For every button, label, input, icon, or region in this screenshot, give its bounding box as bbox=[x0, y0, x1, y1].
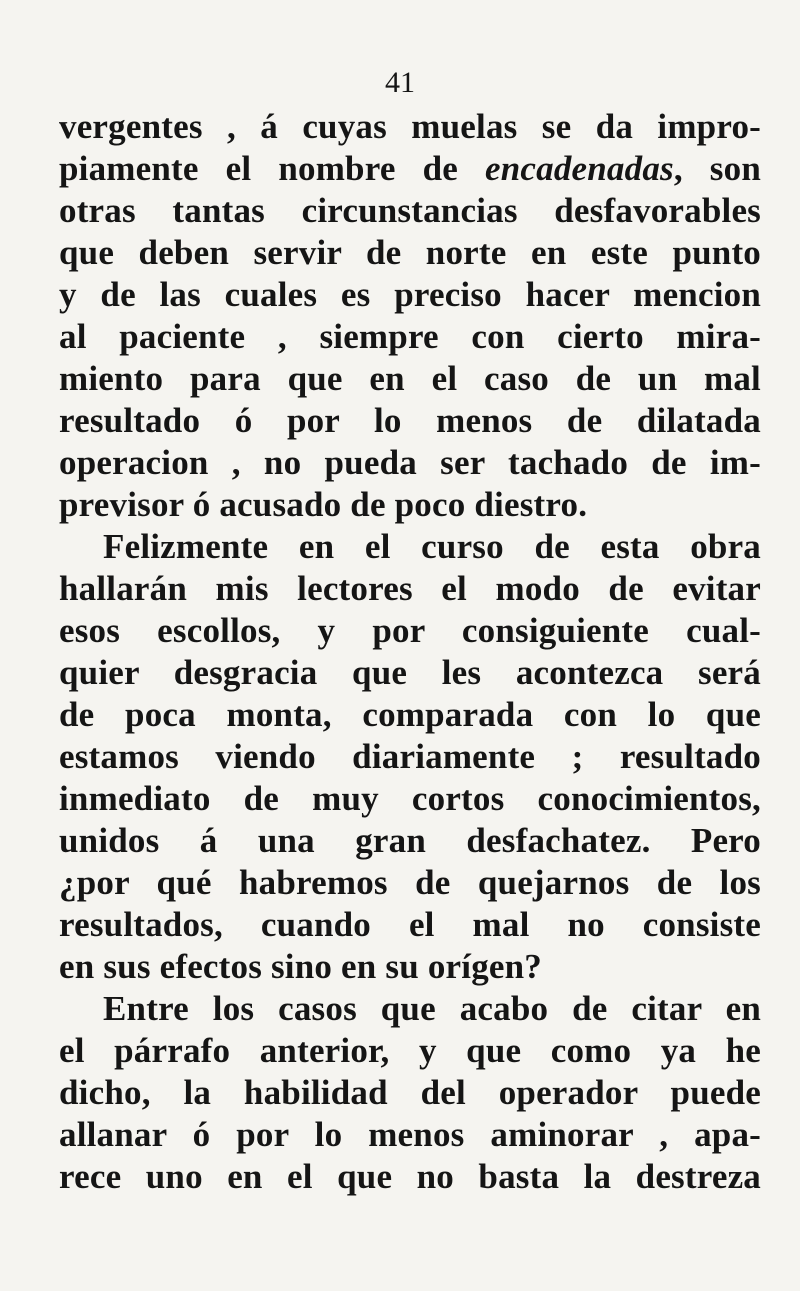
text-line bbox=[59, 148, 761, 190]
text-line bbox=[59, 1156, 761, 1198]
line-text: miento para que en el caso de un mal bbox=[59, 359, 761, 398]
line-text: el párrafo anterior, y que como ya he bbox=[59, 1031, 761, 1070]
text-line bbox=[59, 274, 761, 316]
line-text: de poca monta, comparada con lo que bbox=[59, 695, 761, 734]
text-line bbox=[59, 316, 761, 358]
line-text: otras tantas circunstancias desfavorables bbox=[59, 191, 761, 230]
text-line bbox=[59, 232, 761, 274]
line-text: resultado ó por lo menos de dilatada bbox=[59, 401, 761, 440]
text-line bbox=[59, 820, 761, 862]
text-line bbox=[59, 862, 761, 904]
text-line bbox=[59, 442, 761, 484]
line-text: , son bbox=[673, 149, 761, 188]
line-text: y de las cuales es preciso hacer mencion bbox=[59, 275, 761, 314]
text-line bbox=[59, 736, 761, 778]
line-text: dicho, la habilidad del operador puede bbox=[59, 1073, 761, 1112]
line-text: al paciente , siempre con cierto mira- bbox=[59, 317, 761, 356]
line-text: en sus efectos sino en su orígen? bbox=[59, 947, 542, 986]
text-line bbox=[59, 988, 761, 1030]
line-text: previsor ó acusado de poco diestro. bbox=[59, 485, 588, 524]
text-line bbox=[59, 484, 761, 526]
text-line bbox=[59, 652, 761, 694]
text-line bbox=[59, 694, 761, 736]
line-text: unidos á una gran desfachatez. Pero bbox=[59, 821, 761, 860]
line-text: que deben servir de norte en este punto bbox=[59, 233, 761, 272]
text-line bbox=[59, 358, 761, 400]
text-line bbox=[59, 190, 761, 232]
line-text: inmediato de muy cortos conocimientos, bbox=[59, 779, 761, 818]
line-text: esos escollos, y por consiguiente cual- bbox=[59, 611, 761, 650]
text-line bbox=[59, 526, 761, 568]
line-text: rece uno en el que no basta la destreza bbox=[59, 1157, 761, 1196]
line-text: estamos viendo diariamente ; resultado bbox=[59, 737, 761, 776]
line-text: Felizmente en el curso de esta obra bbox=[103, 527, 761, 566]
italic-term: encadenadas bbox=[484, 149, 674, 188]
text-line bbox=[59, 1114, 761, 1156]
text-line bbox=[59, 610, 761, 652]
body-text bbox=[59, 106, 761, 1198]
page-number: 41 bbox=[385, 66, 415, 99]
line-text: hallarán mis lectores el modo de evitar bbox=[59, 569, 761, 608]
line-text: allanar ó por lo menos aminorar , apa- bbox=[59, 1115, 761, 1154]
text-line bbox=[59, 1072, 761, 1114]
text-line bbox=[59, 904, 761, 946]
text-line bbox=[59, 106, 761, 148]
line-text: ¿por qué habremos de quejarnos de los bbox=[59, 863, 761, 902]
text-line bbox=[59, 1030, 761, 1072]
text-line bbox=[59, 568, 761, 610]
line-text: piamente el nombre de bbox=[59, 149, 485, 188]
line-text: Entre los casos que acabo de citar en bbox=[103, 989, 761, 1028]
line-text: operacion , no pueda ser tachado de im- bbox=[59, 443, 761, 482]
line-text: vergentes , á cuyas muelas se da impro- bbox=[59, 107, 761, 146]
text-line bbox=[59, 778, 761, 820]
line-text: quier desgracia que les acontezca será bbox=[59, 653, 761, 692]
text-line bbox=[59, 946, 761, 988]
text-line bbox=[59, 400, 761, 442]
line-text: resultados, cuando el mal no consiste bbox=[59, 905, 761, 944]
